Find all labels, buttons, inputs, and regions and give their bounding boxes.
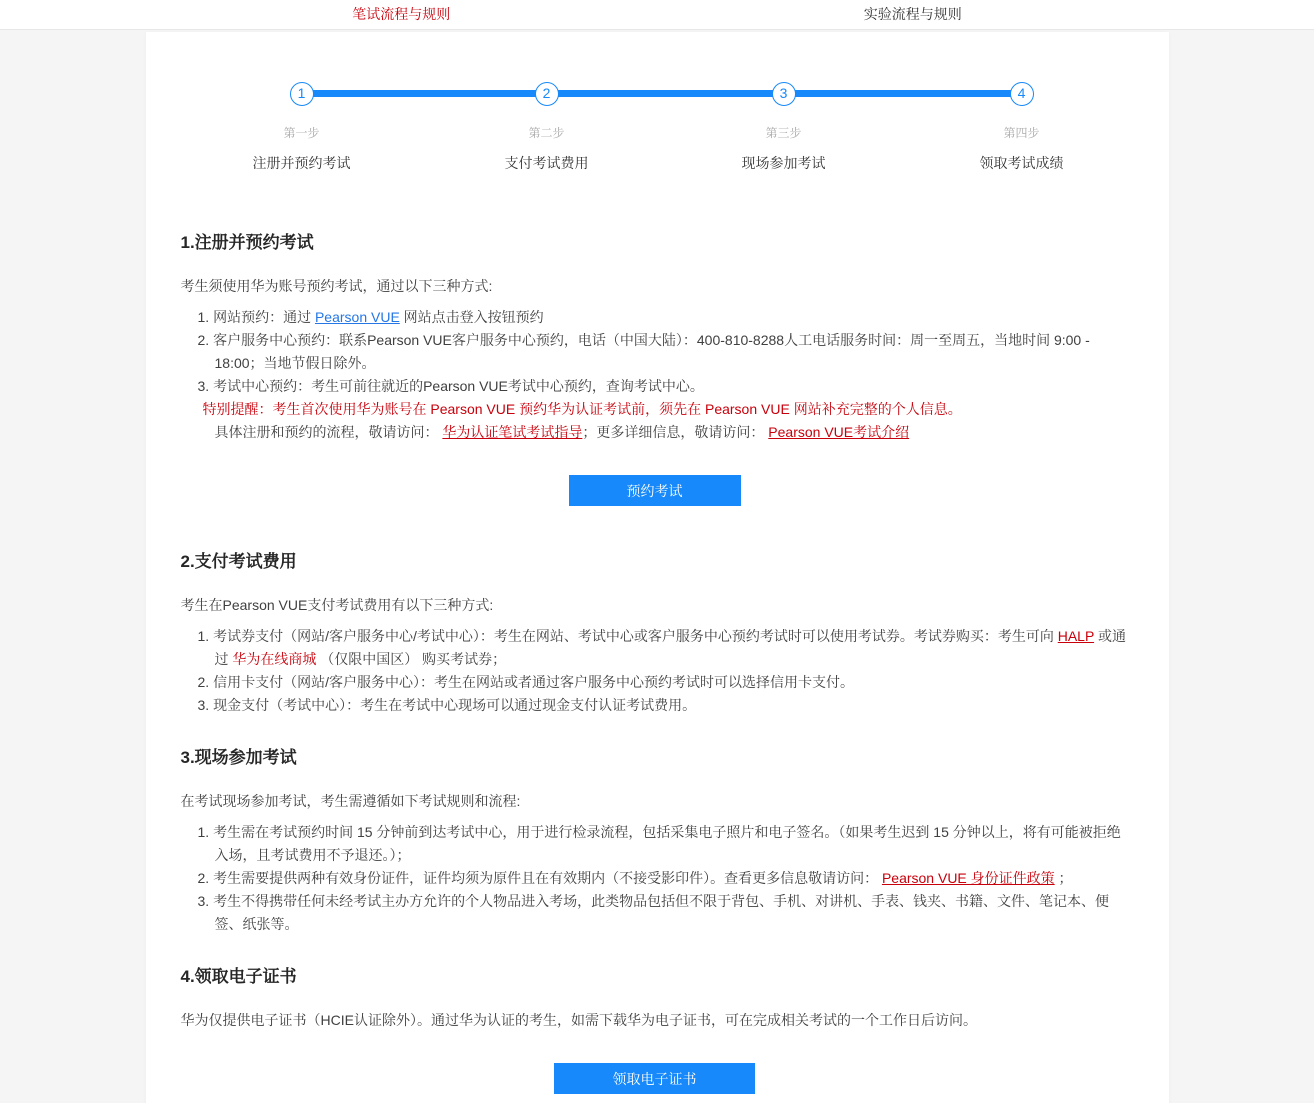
section-3-intro: 在考试现场参加考试，考生需遵循如下考试规则和流程: bbox=[180, 793, 521, 809]
section-2-heading: 2.支付考试费用 bbox=[180, 552, 297, 571]
section-2-item-2: 2. 信用卡支付（网站/客户服务中心）：考生在网站或者通过客户服务中心预约考试时可以选择信用卡支付。 bbox=[197, 674, 854, 690]
section-1-special-reminder: 特别提醒：考生首次使用华为账号在 Pearson VUE 预约华为认证考试前，须先在 Pearson VUE 网站补充完整的个人信息。 bbox=[202, 401, 962, 417]
step-2-label: 第二步 bbox=[528, 126, 565, 140]
stepper-connector-line bbox=[302, 90, 1022, 97]
id-policy-link[interactable]: Pearson VUE 身份证件政策 bbox=[881, 870, 1055, 886]
section-1-item-2: 2. 客户服务中心预约：联系Pearson VUE客户服务中心预约，电话（中国大陆）：400-810-8288人工电话服务时间：周一至周五，当地时间 9:00 - 18:00；当地节假日除外。 bbox=[197, 332, 1090, 371]
section-2-item-1: 1. 考试券支付（网站/客户服务中心/考试中心）：考生在网站、考试中心或客户服务中心预约考试时可以使用考试券。考试券购买：考生可向 HALP 或通过 华为在线商城 （仅限中国区） 购买考试券； bbox=[197, 628, 1126, 667]
step-2-title: 支付考试费用 bbox=[504, 155, 589, 171]
book-exam-button-row bbox=[181, 475, 1129, 506]
rules-content bbox=[146, 228, 1169, 1094]
pearson-vue-intro-link[interactable]: Pearson VUE考试介绍 bbox=[768, 424, 910, 440]
step-1-title: 注册并预约考试 bbox=[252, 155, 351, 171]
content-card bbox=[146, 32, 1169, 1103]
written-exam-guide-link[interactable]: 华为认证笔试考试指导 bbox=[442, 424, 583, 440]
pearson-vue-link[interactable]: Pearson VUE bbox=[314, 309, 400, 325]
section-1-intro: 考生须使用华为账号预约考试，通过以下三种方式: bbox=[180, 278, 493, 294]
tab-lab-exam-rules[interactable]: 实验流程与规则 bbox=[863, 6, 962, 22]
section-3-item-2: 2. 考生需要提供两种有效身份证件，证件均须为原件且在有效期内（不接受影印件）。查看更多信息敬请访问： Pearson VUE 身份证件政策 ； bbox=[197, 870, 1073, 886]
huawei-online-store-link[interactable]: 华为在线商城 bbox=[232, 651, 317, 667]
section-2-intro: 考生在Pearson VUE支付考试费用有以下三种方式: bbox=[180, 597, 494, 613]
top-tab-bar bbox=[0, 0, 1314, 30]
get-certificate-button-row bbox=[181, 1063, 1129, 1094]
step-4-title: 领取考试成绩 bbox=[979, 155, 1064, 171]
section-3-item-3: 3. 考生不得携带任何未经考试主办方允许的个人物品进入考场，此类物品包括但不限于背包、手机、对讲机、手表、钱夹、书籍、文件、笔记本、便签、纸张等。 bbox=[197, 893, 1110, 932]
exam-progress-stepper bbox=[146, 32, 1169, 182]
halp-link[interactable]: HALP bbox=[1057, 628, 1095, 644]
section-1-item-3: 3. 考试中心预约：考生可前往就近的Pearson VUE考试中心预约，查询考试中心。 bbox=[197, 378, 704, 394]
get-certificate-button[interactable]: 领取电子证书 bbox=[554, 1063, 755, 1094]
tab-strip bbox=[146, 0, 1169, 29]
step-3-circle: 3 bbox=[772, 82, 796, 106]
tab-written-exam-rules[interactable]: 笔试流程与规则 bbox=[352, 6, 451, 22]
book-exam-button[interactable]: 预约考试 bbox=[569, 475, 741, 506]
step-4-label: 第四步 bbox=[1003, 126, 1040, 140]
section-3-heading: 3.现场参加考试 bbox=[180, 748, 297, 767]
section-1-item-1: 1. 网站预约：通过 Pearson VUE 网站点击登入按钮预约 bbox=[197, 309, 544, 325]
step-1-label: 第一步 bbox=[283, 126, 320, 140]
section-4-heading: 4.领取电子证书 bbox=[180, 967, 297, 986]
section-4-intro: 华为仅提供电子证书（HCIE认证除外）。通过华为认证的考生，如需下载华为电子证书，可在完成相关考试的一个工作日后访问。 bbox=[180, 1012, 977, 1028]
section-3-item-1: 1. 考生需在考试预约时间 15 分钟前到达考试中心，用于进行检录流程，包括采集电子照片和电子签名。（如果考生迟到 15 分钟以上，将有可能被拒绝入场，且考试费用不予退还。）； bbox=[197, 824, 1121, 863]
step-1-circle: 1 bbox=[290, 82, 314, 106]
step-2-circle: 2 bbox=[535, 82, 559, 106]
step-3-label: 第三步 bbox=[765, 126, 802, 140]
section-2-item-3: 3. 现金支付（考试中心）：考生在考试中心现场可以通过现金支付认证考试费用。 bbox=[197, 697, 697, 713]
section-1-links-line: 具体注册和预约的流程，敬请访问： 华为认证笔试考试指导；更多详细信息，敬请访问： Pearson VUE考试介绍 bbox=[214, 424, 910, 440]
step-4-circle: 4 bbox=[1010, 82, 1034, 106]
section-1-heading: 1.注册并预约考试 bbox=[180, 233, 314, 252]
step-3-title: 现场参加考试 bbox=[741, 155, 826, 171]
